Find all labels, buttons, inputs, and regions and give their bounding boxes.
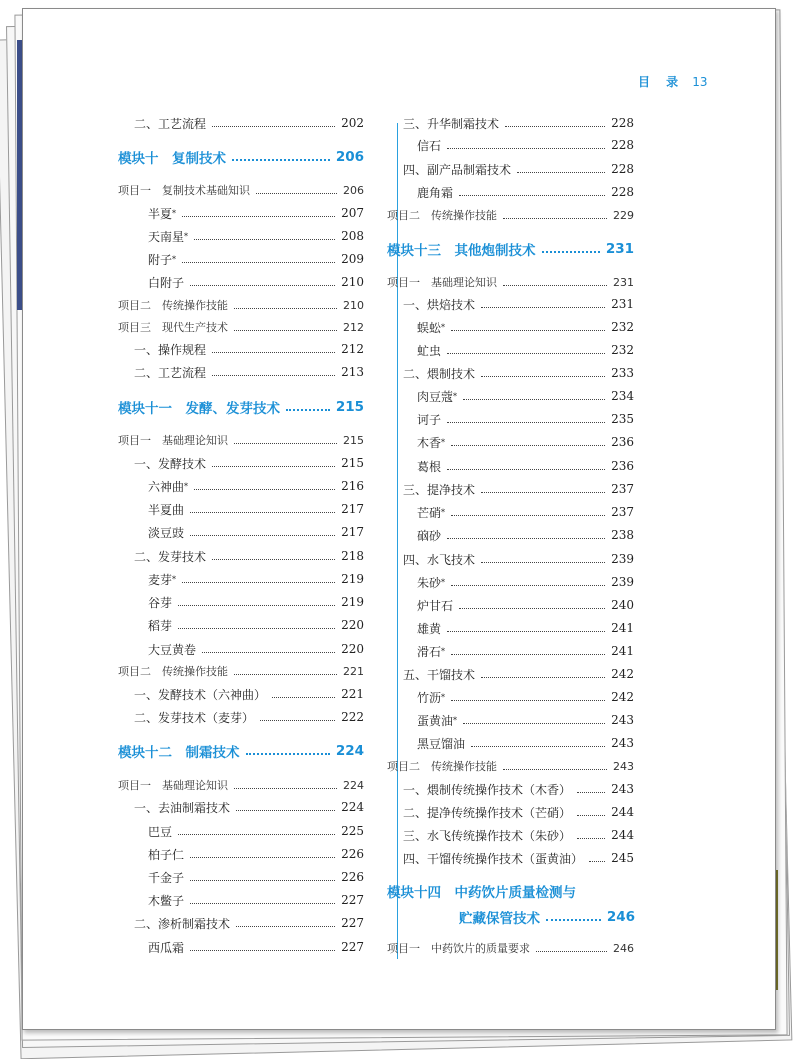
leader-dots [190,857,335,858]
running-head-label: 目 录 [638,75,685,89]
leader-dots [481,562,605,563]
star-mark: * [184,231,189,241]
toc-entry-title: 项目三 现代生产技术 [118,321,228,334]
toc-entry-title: 鹿角霜 [417,185,454,200]
toc-entry[interactable] [387,756,634,776]
star-mark: * [172,574,177,584]
toc-page-number: 217 [341,525,364,539]
toc-page-number: 215 [343,433,364,447]
toc-entry-title: 竹沥 [417,690,442,705]
leader-dots [272,697,335,698]
toc-entry[interactable] [148,499,364,519]
toc-entry-title: 模块十 复制技术 [118,151,226,167]
toc-entry-title: 巴豆 [148,824,173,839]
toc-entry-title: 五、干馏技术 [403,667,476,682]
leader-dots [190,880,335,881]
toc-entry-title: 天南星 [148,229,185,244]
toc-page-number: 232 [611,320,634,334]
leader-dots [451,445,605,446]
toc-page-number: 242 [611,667,634,681]
toc-entry[interactable] [403,848,634,868]
toc-page-number: 246 [613,941,634,955]
leader-dots [202,652,335,653]
leader-dots [190,512,335,513]
leader-dots [234,674,337,675]
star-mark: * [441,507,446,517]
toc-entry-title: 淡豆豉 [148,525,185,540]
toc-entry[interactable] [148,569,364,589]
leader-dots [178,628,335,629]
module-title: 模块十四 中药饮片质量检测与 [387,885,576,901]
toc-entry-title: 三、水飞传统操作技术（朱砂） [403,828,572,843]
leader-dots [451,585,605,586]
leader-dots [577,838,605,839]
toc-entry-title: 黑豆馏油 [417,736,466,751]
leader-dots [451,700,605,701]
toc-entry-title: 虻虫 [417,343,442,358]
toc-entry-title: 一、去油制霜技术 [134,800,231,815]
leader-dots [447,353,605,354]
leader-dots [190,535,335,536]
leader-dots [503,285,607,286]
toc-page-number: 237 [611,505,634,519]
toc-entry-title: 四、干馏传统操作技术（蛋黄油） [403,851,584,866]
toc-entry[interactable] [403,113,634,133]
toc-entry[interactable] [118,430,364,450]
toc-page-number: 212 [343,320,364,334]
toc-entry[interactable] [118,775,364,795]
leader-dots [194,489,335,490]
leader-dots [234,788,337,789]
toc-entry[interactable] [148,615,364,635]
toc-page-number: 243 [611,782,634,796]
toc-entry[interactable] [148,844,364,864]
leader-dots [451,654,605,655]
toc-entry[interactable] [417,386,634,406]
toc-entry-title: 二、工艺流程 [134,116,207,131]
toc-page-number: 219 [341,595,364,609]
toc-entry-title: 炉甘石 [417,598,454,613]
star-mark: * [441,437,446,447]
toc-page-number: 210 [343,298,364,312]
toc-entry-title: 四、副产品制霜技术 [403,162,512,177]
toc-entry-title: 硇砂 [417,528,442,543]
leader-dots [481,677,605,678]
toc-page-number: 246 [606,909,635,925]
leader-dots [503,769,607,770]
toc-entry-title: 大豆黄卷 [148,642,197,657]
toc-entry[interactable] [134,913,364,933]
leader-dots [546,919,601,921]
toc-page-number: 207 [341,206,364,220]
toc-entry[interactable] [134,113,364,133]
toc-entry-title: 肉豆蔻 [417,389,454,404]
toc-entry-title: 附子 [148,252,173,267]
toc-page-number: 241 [611,621,634,635]
leader-dots [481,492,605,493]
toc-entry-title: 项目一 基础理论知识 [387,276,497,289]
toc-entry[interactable] [134,546,364,566]
leader-dots [286,409,330,411]
toc-page-number: 244 [611,828,634,842]
toc-entry-title: 四、水飞技术 [403,552,476,567]
leader-dots [236,926,335,927]
toc-entry[interactable] [417,409,634,429]
toc-entry-title: 蜈蚣 [417,320,442,335]
toc-page-number: 239 [611,575,634,589]
leader-dots [447,631,605,632]
toc-page-number: 212 [341,342,364,356]
toc-entry-title: 项目一 中药饮片的质量要求 [387,942,530,955]
toc-page [22,8,776,1030]
toc-entry-title: 二、工艺流程 [134,365,207,380]
toc-entry-title: 项目一 基础理论知识 [118,434,228,447]
toc-entry[interactable] [387,272,634,292]
toc-entry[interactable] [148,821,364,841]
toc-entry[interactable] [403,825,634,845]
leader-dots [451,330,605,331]
module-heading-cont[interactable] [459,905,635,929]
toc-entry-title: 半夏曲 [148,502,185,517]
leader-dots [471,746,605,747]
toc-entry[interactable] [134,339,364,359]
toc-entry[interactable] [387,205,634,225]
toc-page-number: 236 [611,435,634,449]
leader-dots [212,352,335,353]
leader-dots [459,195,605,196]
toc-entry-title: 项目二 传统操作技能 [387,209,497,222]
toc-entry-title: 模块十一 发酵、发芽技术 [118,401,280,417]
leader-dots [212,375,335,376]
toc-page-number: 228 [611,138,634,152]
leader-dots [447,538,605,539]
toc-page-number: 240 [611,598,634,612]
leader-dots [212,126,335,127]
toc-entry[interactable] [417,687,634,707]
toc-page-number: 206 [343,183,364,197]
toc-page-number: 226 [341,870,364,884]
toc-entry-title: 稻芽 [148,618,173,633]
toc-entry[interactable] [148,867,364,887]
toc-entry-title: 谷芽 [148,595,173,610]
toc-page-number: 232 [611,343,634,357]
toc-entry[interactable] [403,479,634,499]
toc-page-number: 220 [341,642,364,656]
toc-page-number: 228 [611,185,634,199]
toc-entry-title: 木鳖子 [148,893,185,908]
toc-entry[interactable] [417,340,634,360]
leader-dots [451,515,605,516]
toc-page-number: 209 [341,252,364,266]
toc-entry-title: 三、升华制霜技术 [403,116,500,131]
toc-entry[interactable] [148,639,364,659]
leader-dots [577,815,605,816]
module-heading[interactable] [118,145,364,169]
toc-entry[interactable] [134,453,364,473]
toc-page-number: 215 [335,399,364,415]
leader-dots [178,834,335,835]
toc-entry[interactable] [417,502,634,522]
leader-dots [505,126,605,127]
leader-dots [463,399,605,400]
toc-entry[interactable] [118,180,364,200]
toc-entry-title: 项目一 复制技术基础知识 [118,184,250,197]
toc-page-number: 244 [611,805,634,819]
toc-entry[interactable] [417,135,634,155]
leader-dots [178,605,335,606]
toc-entry-title: 二、发芽技术 [134,549,207,564]
toc-entry[interactable] [148,592,364,612]
toc-page-number: 224 [335,743,364,759]
toc-entry[interactable] [134,707,364,727]
toc-entry-title: 二、煨制技术 [403,366,476,381]
toc-entry[interactable] [417,595,634,615]
toc-entry-title: 葛根 [417,459,442,474]
toc-entry[interactable] [403,802,634,822]
toc-page-number: 227 [341,940,364,954]
leader-dots [542,251,600,253]
star-mark: * [184,481,189,491]
leader-dots [212,466,335,467]
star-mark: * [441,322,446,332]
leader-dots [190,903,335,904]
toc-entry[interactable] [134,362,364,382]
toc-page-number: 234 [611,389,634,403]
toc-entry[interactable] [403,363,634,383]
toc-page-number: 224 [341,800,364,814]
toc-page-number: 221 [341,687,364,701]
toc-page-number: 213 [341,365,364,379]
toc-page-number: 231 [611,297,634,311]
toc-entry[interactable] [148,937,364,957]
toc-page-number: 243 [611,713,634,727]
toc-entry[interactable] [403,294,634,314]
toc-page-number: 220 [341,618,364,632]
toc-page-number: 208 [341,229,364,243]
toc-entry[interactable] [417,641,634,661]
toc-entry[interactable] [403,779,634,799]
toc-page-number: 235 [611,412,634,426]
leader-dots [194,239,335,240]
leader-dots [234,308,337,309]
toc-page-number: 202 [341,116,364,130]
toc-entry[interactable] [148,890,364,910]
toc-page-number: 231 [613,275,634,289]
leader-dots [481,307,605,308]
toc-entry-title: 模块十三 其他炮制技术 [387,243,536,259]
toc-page-number: 221 [343,664,364,678]
star-mark: * [453,715,458,725]
toc-page-number: 245 [611,851,634,865]
module-heading[interactable] [118,739,364,763]
toc-entry-title: 千金子 [148,870,185,885]
toc-page-number: 225 [341,824,364,838]
toc-entry-title: 一、煨制传统操作技术（木香） [403,782,572,797]
toc-entry-title: 蛋黄油 [417,713,454,728]
toc-entry-title: 芒硝 [417,505,442,520]
toc-page-number: 217 [341,502,364,516]
star-mark: * [441,646,446,656]
leader-dots [517,172,605,173]
toc-entry[interactable] [417,618,634,638]
toc-entry-title: 西瓜霜 [148,940,185,955]
toc-entry-title: 柏子仁 [148,847,185,862]
leader-dots [232,159,330,161]
toc-page-number: 228 [611,116,634,130]
leader-dots [182,216,335,217]
toc-entry-title: 项目一 基础理论知识 [118,779,228,792]
leader-dots [256,193,337,194]
leader-dots [234,443,337,444]
leader-dots [536,951,607,952]
toc-entry-title: 信石 [417,138,442,153]
toc-entry[interactable] [417,525,634,545]
toc-entry-title: 项目二 传统操作技能 [118,665,228,678]
toc-entry[interactable] [387,938,634,958]
toc-page-number: 216 [341,479,364,493]
toc-entry[interactable] [148,226,364,246]
toc-entry[interactable] [417,432,634,452]
star-mark: * [453,391,458,401]
star-mark: * [441,577,446,587]
leader-dots [190,285,335,286]
toc-page-number: 231 [605,241,634,257]
toc-entry[interactable] [403,549,634,569]
toc-page-number: 222 [341,710,364,724]
toc-entry[interactable] [417,572,634,592]
leader-dots [246,753,330,755]
toc-page-number: 242 [611,690,634,704]
leader-dots [182,582,335,583]
leader-dots [236,810,335,811]
toc-entry-title: 二、提净传统操作技术（芒硝） [403,805,572,820]
toc-page-number: 236 [611,459,634,473]
toc-entry[interactable] [417,317,634,337]
toc-entry-title: 白附子 [148,275,185,290]
leader-dots [182,262,335,263]
toc-entry[interactable] [134,684,364,704]
toc-page-number: 228 [611,162,634,176]
leader-dots [503,218,607,219]
toc-page-number: 219 [341,572,364,586]
toc-entry[interactable] [148,522,364,542]
toc-entry[interactable] [148,476,364,496]
toc-entry-title: 朱砂 [417,575,442,590]
toc-entry-title: 一、烘焙技术 [403,297,476,312]
toc-page-number: 237 [611,482,634,496]
toc-entry[interactable] [148,203,364,223]
star-mark: * [172,254,177,264]
toc-page-number: 239 [611,552,634,566]
module-heading[interactable] [387,237,634,261]
toc-page-number: 226 [341,847,364,861]
toc-entry[interactable] [118,295,364,315]
toc-entry[interactable] [417,182,634,202]
toc-entry-title: 一、操作规程 [134,342,207,357]
toc-page-number: 229 [613,208,634,222]
toc-entry[interactable] [134,797,364,817]
toc-page-number: 233 [611,366,634,380]
toc-page-number: 227 [341,893,364,907]
toc-entry-title: 模块十二 制霜技术 [118,745,240,761]
leader-dots [447,148,605,149]
toc-page-number: 243 [611,736,634,750]
toc-entry[interactable] [148,249,364,269]
toc-entry[interactable] [118,661,364,681]
leader-dots [447,422,605,423]
toc-page-number: 210 [341,275,364,289]
running-head [638,73,707,90]
toc-entry[interactable] [417,456,634,476]
toc-page-number: 206 [335,149,364,165]
leader-dots [459,608,605,609]
toc-entry-title: 半夏 [148,206,173,221]
toc-page-number: 215 [341,456,364,470]
star-mark: * [441,692,446,702]
toc-entry-title: 三、提净技术 [403,482,476,497]
toc-entry-title: 一、发酵技术（六神曲） [134,687,267,702]
leader-dots [463,723,605,724]
toc-entry[interactable] [417,710,634,730]
toc-entry-title: 滑石 [417,644,442,659]
toc-entry-title: 二、发芽技术（麦芽） [134,710,255,725]
module-heading[interactable] [387,881,747,901]
toc-entry[interactable] [403,664,634,684]
toc-entry-title: 麦芽 [148,572,173,587]
module-heading[interactable] [118,395,364,419]
toc-entry-title: 六神曲 [148,479,185,494]
toc-page-number: 241 [611,644,634,658]
page-number: 13 [692,75,708,89]
module-title: 贮藏保管技术 [459,911,540,927]
leader-dots [447,469,605,470]
leader-dots [481,376,605,377]
toc-entry-title: 项目二 传统操作技能 [387,760,497,773]
leader-dots [190,950,335,951]
toc-page-number: 243 [613,759,634,773]
toc-entry[interactable] [148,272,364,292]
leader-dots [234,330,337,331]
leader-dots [212,559,335,560]
leader-dots [577,792,605,793]
toc-page-number: 238 [611,528,634,542]
toc-entry-title: 木香 [417,435,442,450]
toc-entry[interactable] [403,159,634,179]
toc-entry-title: 二、渗析制霜技术 [134,916,231,931]
toc-entry-title: 项目二 传统操作技能 [118,299,228,312]
star-mark: * [172,208,177,218]
toc-entry[interactable] [417,733,634,753]
toc-page-number: 224 [343,778,364,792]
toc-entry-title: 雄黄 [417,621,442,636]
toc-page-number: 227 [341,916,364,930]
toc-entry[interactable] [118,317,364,337]
toc-entry-title: 一、发酵技术 [134,456,207,471]
toc-page-number: 218 [341,549,364,563]
leader-dots [589,861,605,862]
leader-dots [260,720,335,721]
toc-entry-title: 诃子 [417,412,442,427]
